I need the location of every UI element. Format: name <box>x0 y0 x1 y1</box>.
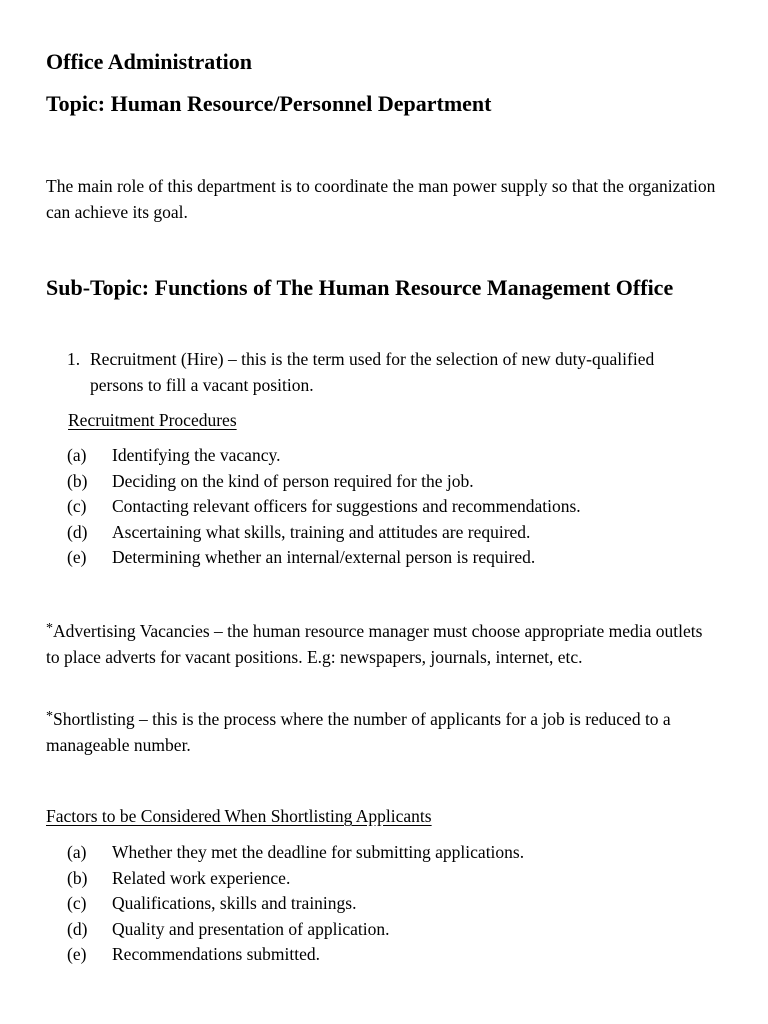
list-item-letter: (b) <box>67 470 88 491</box>
list-item-text: Whether they met the deadline for submitting applications. <box>112 842 525 862</box>
list-item-letter: (a) <box>67 842 87 862</box>
list-item-text: Contacting relevant officers for suggestions and recommendations. <box>112 496 581 517</box>
list-item-text: Quality and presentation of application. <box>112 918 390 939</box>
list-item-text: Determining whether an internal/external person is required. <box>112 547 536 568</box>
list-item-letter: (b) <box>67 867 88 888</box>
list-item-letter: (d) <box>67 918 88 939</box>
asterisk-marker: * <box>46 621 53 636</box>
list-item-text: Related work experience. <box>112 867 291 888</box>
list-item-text: Recommendations submitted. <box>112 944 321 965</box>
list-item-text: Qualifications, skills and trainings. <box>112 893 357 914</box>
recruitment-procedures-heading: Recruitment Procedures <box>68 410 237 430</box>
numbered-item-recruitment <box>67 346 687 398</box>
asterisk-marker: * <box>46 709 53 724</box>
list-item-letter: (d) <box>67 521 88 542</box>
list-item-text: Identifying the vacancy. <box>112 445 281 465</box>
list-item-letter: (e) <box>67 944 87 965</box>
shortlisting-text: Shortlisting – this is the process where the number of applicants for a job is reduced to a manageable number. <box>46 709 671 755</box>
shortlisting-factors-heading: Factors to be Considered When Shortlisting Applicants <box>46 806 432 826</box>
list-item-letter: (c) <box>67 893 87 914</box>
list-item-text: Deciding on the kind of person required for the job. <box>112 470 474 491</box>
intro-paragraph: The main role of this department is to coordinate the man power supply so that the organization can achieve its goal. <box>46 176 716 222</box>
item-number: 1. <box>67 349 81 369</box>
item-text: Recruitment (Hire) – this is the term used for the selection of new duty-qualified persons to fill a vacant position. <box>90 349 655 395</box>
document-title: Office Administration <box>46 49 252 74</box>
list-item-text: Ascertaining what skills, training and attitudes are required. <box>112 521 531 542</box>
list-item-letter: (a) <box>67 445 87 465</box>
subtopic-heading: Sub-Topic: Functions of The Human Resource Management Office <box>46 275 674 300</box>
advertising-vacancies-paragraph <box>46 618 716 670</box>
shortlisting-paragraph <box>46 706 716 758</box>
topic-heading: Topic: Human Resource/Personnel Department <box>46 91 492 116</box>
advertising-text: Advertising Vacancies – the human resource manager must choose appropriate media outlets to place adverts for vacant positions. E.g: newspapers, journals, internet, etc. <box>46 621 703 667</box>
list-item-letter: (c) <box>67 496 87 517</box>
list-item-letter: (e) <box>67 547 87 568</box>
